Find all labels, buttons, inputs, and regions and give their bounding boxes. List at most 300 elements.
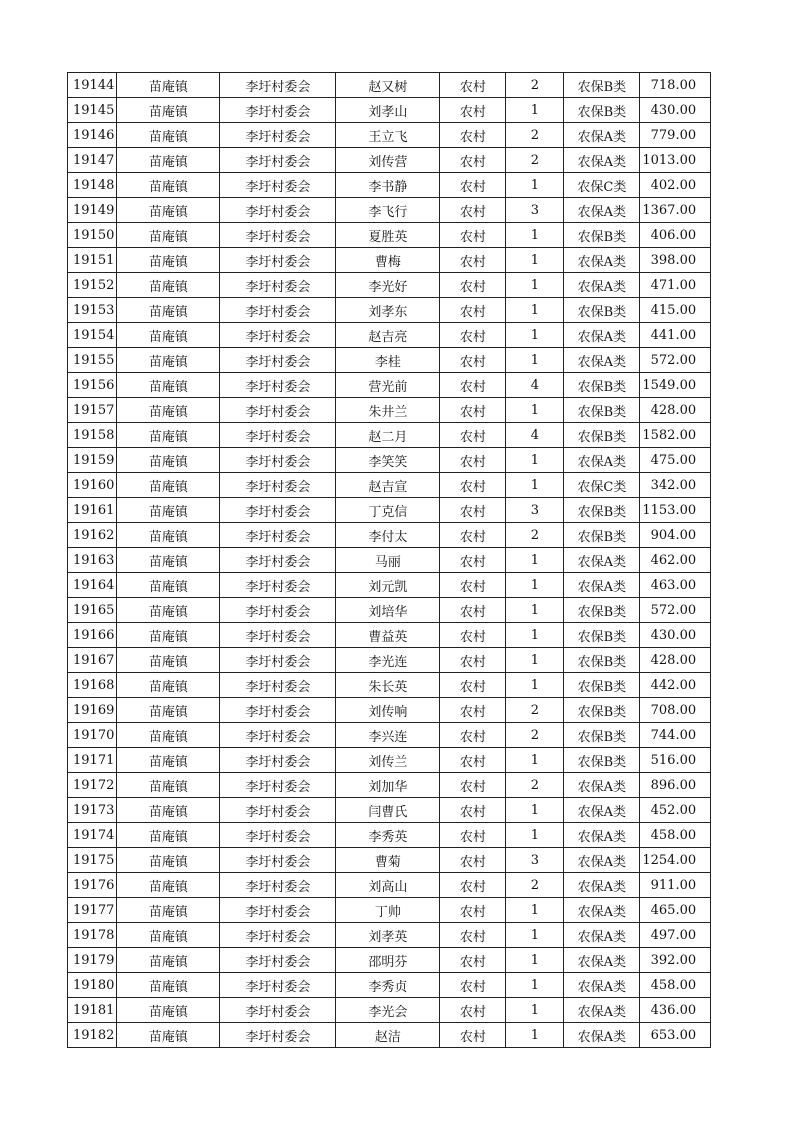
person-name-cell: 刘高山	[336, 873, 440, 898]
village-committee-cell: 李圩村委会	[220, 873, 336, 898]
record-id-cell: 19150	[68, 223, 117, 248]
area-type-cell: 农村	[440, 898, 506, 923]
town-cell: 苗庵镇	[117, 323, 220, 348]
household-size-cell: 1	[506, 923, 564, 948]
town-cell: 苗庵镇	[117, 623, 220, 648]
amount-cell: 896.00	[640, 773, 711, 798]
insurance-category-cell: 农保A类	[564, 148, 640, 173]
area-type-cell: 农村	[440, 98, 506, 123]
household-size-cell: 2	[506, 698, 564, 723]
insurance-category-cell: 农保B类	[564, 98, 640, 123]
record-id-cell: 19159	[68, 448, 117, 473]
record-id-cell: 19162	[68, 523, 117, 548]
amount-cell: 1367.00	[640, 198, 711, 223]
amount-cell: 458.00	[640, 823, 711, 848]
area-type-cell: 农村	[440, 548, 506, 573]
person-name-cell: 曹益英	[336, 623, 440, 648]
village-committee-cell: 李圩村委会	[220, 948, 336, 973]
village-committee-cell: 李圩村委会	[220, 298, 336, 323]
village-committee-cell: 李圩村委会	[220, 473, 336, 498]
record-id-cell: 19174	[68, 823, 117, 848]
person-name-cell: 赵吉亮	[336, 323, 440, 348]
town-cell: 苗庵镇	[117, 398, 220, 423]
town-cell: 苗庵镇	[117, 423, 220, 448]
town-cell: 苗庵镇	[117, 948, 220, 973]
amount-cell: 441.00	[640, 323, 711, 348]
household-size-cell: 1	[506, 398, 564, 423]
table-row	[68, 148, 711, 173]
area-type-cell: 农村	[440, 323, 506, 348]
record-id-cell: 19148	[68, 173, 117, 198]
town-cell: 苗庵镇	[117, 748, 220, 773]
insurance-category-cell: 农保A类	[564, 123, 640, 148]
person-name-cell: 朱长英	[336, 673, 440, 698]
amount-cell: 442.00	[640, 673, 711, 698]
table-row	[68, 823, 711, 848]
area-type-cell: 农村	[440, 348, 506, 373]
household-size-cell: 4	[506, 423, 564, 448]
person-name-cell: 丁克信	[336, 498, 440, 523]
household-size-cell: 1	[506, 223, 564, 248]
amount-cell: 462.00	[640, 548, 711, 573]
record-id-cell: 19168	[68, 673, 117, 698]
household-size-cell: 1	[506, 948, 564, 973]
village-committee-cell: 李圩村委会	[220, 648, 336, 673]
amount-cell: 1254.00	[640, 848, 711, 873]
table-row	[68, 873, 711, 898]
insurance-category-cell: 农保A类	[564, 848, 640, 873]
table-row	[68, 723, 711, 748]
area-type-cell: 农村	[440, 998, 506, 1023]
record-id-cell: 19175	[68, 848, 117, 873]
amount-cell: 572.00	[640, 348, 711, 373]
area-type-cell: 农村	[440, 223, 506, 248]
town-cell: 苗庵镇	[117, 348, 220, 373]
record-id-cell: 19144	[68, 73, 117, 98]
table-row	[68, 348, 711, 373]
table-row	[68, 898, 711, 923]
table-row	[68, 848, 711, 873]
amount-cell: 398.00	[640, 248, 711, 273]
insurance-category-cell: 农保A类	[564, 998, 640, 1023]
table-row	[68, 598, 711, 623]
town-cell: 苗庵镇	[117, 998, 220, 1023]
person-name-cell: 刘传兰	[336, 748, 440, 773]
amount-cell: 428.00	[640, 398, 711, 423]
insurance-category-cell: 农保A类	[564, 248, 640, 273]
town-cell: 苗庵镇	[117, 873, 220, 898]
person-name-cell: 赵二月	[336, 423, 440, 448]
insurance-category-cell: 农保A类	[564, 448, 640, 473]
person-name-cell: 李飞行	[336, 198, 440, 223]
table-row	[68, 323, 711, 348]
town-cell: 苗庵镇	[117, 923, 220, 948]
household-size-cell: 2	[506, 773, 564, 798]
village-committee-cell: 李圩村委会	[220, 623, 336, 648]
amount-cell: 708.00	[640, 698, 711, 723]
person-name-cell: 刘孝英	[336, 923, 440, 948]
record-id-cell: 19176	[68, 873, 117, 898]
area-type-cell: 农村	[440, 448, 506, 473]
area-type-cell: 农村	[440, 173, 506, 198]
village-committee-cell: 李圩村委会	[220, 498, 336, 523]
table-row	[68, 198, 711, 223]
insurance-category-cell: 农保A类	[564, 898, 640, 923]
area-type-cell: 农村	[440, 748, 506, 773]
table-row	[68, 248, 711, 273]
household-size-cell: 2	[506, 148, 564, 173]
area-type-cell: 农村	[440, 198, 506, 223]
household-size-cell: 1	[506, 798, 564, 823]
person-name-cell: 李桂	[336, 348, 440, 373]
insurance-category-cell: 农保B类	[564, 398, 640, 423]
household-size-cell: 1	[506, 973, 564, 998]
town-cell: 苗庵镇	[117, 473, 220, 498]
insurance-category-cell: 农保A类	[564, 973, 640, 998]
household-size-cell: 1	[506, 573, 564, 598]
table-row	[68, 923, 711, 948]
table-row	[68, 123, 711, 148]
household-size-cell: 1	[506, 748, 564, 773]
household-size-cell: 1	[506, 998, 564, 1023]
town-cell: 苗庵镇	[117, 73, 220, 98]
record-id-cell: 19170	[68, 723, 117, 748]
insurance-category-cell: 农保A类	[564, 923, 640, 948]
amount-cell: 458.00	[640, 973, 711, 998]
person-name-cell: 李秀贞	[336, 973, 440, 998]
insurance-category-cell: 农保B类	[564, 623, 640, 648]
amount-cell: 428.00	[640, 648, 711, 673]
record-id-cell: 19158	[68, 423, 117, 448]
village-committee-cell: 李圩村委会	[220, 98, 336, 123]
record-id-cell: 19146	[68, 123, 117, 148]
person-name-cell: 刘孝山	[336, 98, 440, 123]
town-cell: 苗庵镇	[117, 973, 220, 998]
area-type-cell: 农村	[440, 123, 506, 148]
record-id-cell: 19145	[68, 98, 117, 123]
area-type-cell: 农村	[440, 798, 506, 823]
household-size-cell: 2	[506, 723, 564, 748]
village-committee-cell: 李圩村委会	[220, 148, 336, 173]
village-committee-cell: 李圩村委会	[220, 173, 336, 198]
person-name-cell: 李秀英	[336, 823, 440, 848]
person-name-cell: 夏胜英	[336, 223, 440, 248]
amount-cell: 402.00	[640, 173, 711, 198]
town-cell: 苗庵镇	[117, 373, 220, 398]
town-cell: 苗庵镇	[117, 698, 220, 723]
household-size-cell: 1	[506, 323, 564, 348]
record-id-cell: 19172	[68, 773, 117, 798]
household-size-cell: 1	[506, 248, 564, 273]
town-cell: 苗庵镇	[117, 273, 220, 298]
amount-cell: 1153.00	[640, 498, 711, 523]
insurance-category-cell: 农保A类	[564, 773, 640, 798]
village-committee-cell: 李圩村委会	[220, 798, 336, 823]
table-row	[68, 223, 711, 248]
table-row	[68, 498, 711, 523]
amount-cell: 392.00	[640, 948, 711, 973]
table-row	[68, 448, 711, 473]
person-name-cell: 刘传响	[336, 698, 440, 723]
area-type-cell: 农村	[440, 823, 506, 848]
record-id-cell: 19149	[68, 198, 117, 223]
village-committee-cell: 李圩村委会	[220, 73, 336, 98]
table-row	[68, 773, 711, 798]
table-body	[68, 73, 711, 1048]
table-row	[68, 473, 711, 498]
insurance-category-cell: 农保A类	[564, 273, 640, 298]
town-cell: 苗庵镇	[117, 298, 220, 323]
town-cell: 苗庵镇	[117, 498, 220, 523]
amount-cell: 1013.00	[640, 148, 711, 173]
village-committee-cell: 李圩村委会	[220, 673, 336, 698]
amount-cell: 497.00	[640, 923, 711, 948]
person-name-cell: 李光连	[336, 648, 440, 673]
table-row	[68, 398, 711, 423]
table-row	[68, 998, 711, 1023]
record-id-cell: 19180	[68, 973, 117, 998]
town-cell: 苗庵镇	[117, 648, 220, 673]
person-name-cell: 邵明芬	[336, 948, 440, 973]
record-id-cell: 19161	[68, 498, 117, 523]
amount-cell: 572.00	[640, 598, 711, 623]
amount-cell: 436.00	[640, 998, 711, 1023]
person-name-cell: 闫曹氏	[336, 798, 440, 823]
town-cell: 苗庵镇	[117, 548, 220, 573]
area-type-cell: 农村	[440, 423, 506, 448]
town-cell: 苗庵镇	[117, 723, 220, 748]
record-id-cell: 19160	[68, 473, 117, 498]
household-size-cell: 1	[506, 1023, 564, 1048]
person-name-cell: 刘元凯	[336, 573, 440, 598]
table-row	[68, 73, 711, 98]
area-type-cell: 农村	[440, 73, 506, 98]
amount-cell: 406.00	[640, 223, 711, 248]
insurance-category-cell: 农保B类	[564, 698, 640, 723]
town-cell: 苗庵镇	[117, 598, 220, 623]
town-cell: 苗庵镇	[117, 573, 220, 598]
village-committee-cell: 李圩村委会	[220, 373, 336, 398]
household-size-cell: 1	[506, 348, 564, 373]
amount-cell: 1549.00	[640, 373, 711, 398]
table-row	[68, 173, 711, 198]
insurance-category-cell: 农保B类	[564, 748, 640, 773]
record-id-cell: 19147	[68, 148, 117, 173]
area-type-cell: 农村	[440, 648, 506, 673]
record-id-cell: 19171	[68, 748, 117, 773]
town-cell: 苗庵镇	[117, 773, 220, 798]
record-id-cell: 19155	[68, 348, 117, 373]
amount-cell: 471.00	[640, 273, 711, 298]
area-type-cell: 农村	[440, 873, 506, 898]
amount-cell: 415.00	[640, 298, 711, 323]
person-name-cell: 李笑笑	[336, 448, 440, 473]
person-name-cell: 刘培华	[336, 598, 440, 623]
insurance-category-cell: 农保A类	[564, 348, 640, 373]
village-committee-cell: 李圩村委会	[220, 323, 336, 348]
record-id-cell: 19178	[68, 923, 117, 948]
table-row	[68, 623, 711, 648]
area-type-cell: 农村	[440, 248, 506, 273]
town-cell: 苗庵镇	[117, 248, 220, 273]
household-size-cell: 1	[506, 298, 564, 323]
area-type-cell: 农村	[440, 498, 506, 523]
table-row	[68, 298, 711, 323]
town-cell: 苗庵镇	[117, 523, 220, 548]
table-row	[68, 698, 711, 723]
town-cell: 苗庵镇	[117, 198, 220, 223]
record-id-cell: 19179	[68, 948, 117, 973]
village-committee-cell: 李圩村委会	[220, 248, 336, 273]
amount-cell: 1582.00	[640, 423, 711, 448]
area-type-cell: 农村	[440, 973, 506, 998]
area-type-cell: 农村	[440, 723, 506, 748]
amount-cell: 911.00	[640, 873, 711, 898]
village-committee-cell: 李圩村委会	[220, 1023, 336, 1048]
household-size-cell: 1	[506, 823, 564, 848]
area-type-cell: 农村	[440, 848, 506, 873]
village-committee-cell: 李圩村委会	[220, 773, 336, 798]
record-id-cell: 19151	[68, 248, 117, 273]
record-id-cell: 19173	[68, 798, 117, 823]
insurance-category-cell: 农保A类	[564, 573, 640, 598]
record-id-cell: 19181	[68, 998, 117, 1023]
area-type-cell: 农村	[440, 698, 506, 723]
insurance-category-cell: 农保A类	[564, 1023, 640, 1048]
table-row	[68, 973, 711, 998]
town-cell: 苗庵镇	[117, 123, 220, 148]
insurance-category-cell: 农保C类	[564, 173, 640, 198]
village-committee-cell: 李圩村委会	[220, 223, 336, 248]
area-type-cell: 农村	[440, 623, 506, 648]
village-committee-cell: 李圩村委会	[220, 523, 336, 548]
insurance-category-cell: 农保A类	[564, 948, 640, 973]
insurance-category-cell: 农保B类	[564, 498, 640, 523]
person-name-cell: 刘加华	[336, 773, 440, 798]
village-committee-cell: 李圩村委会	[220, 348, 336, 373]
table-row	[68, 98, 711, 123]
household-size-cell: 2	[506, 523, 564, 548]
table-row	[68, 948, 711, 973]
amount-cell: 653.00	[640, 1023, 711, 1048]
household-size-cell: 3	[506, 198, 564, 223]
household-size-cell: 2	[506, 73, 564, 98]
table-row	[68, 798, 711, 823]
record-id-cell: 19166	[68, 623, 117, 648]
person-name-cell: 曹菊	[336, 848, 440, 873]
amount-cell: 430.00	[640, 98, 711, 123]
person-name-cell: 李光会	[336, 998, 440, 1023]
record-id-cell: 19163	[68, 548, 117, 573]
person-name-cell: 刘传营	[336, 148, 440, 173]
area-type-cell: 农村	[440, 398, 506, 423]
insurance-category-cell: 农保B类	[564, 723, 640, 748]
table-row	[68, 423, 711, 448]
area-type-cell: 农村	[440, 273, 506, 298]
household-size-cell: 2	[506, 123, 564, 148]
village-committee-cell: 李圩村委会	[220, 448, 336, 473]
record-id-cell: 19182	[68, 1023, 117, 1048]
household-size-cell: 3	[506, 498, 564, 523]
area-type-cell: 农村	[440, 773, 506, 798]
table-row	[68, 648, 711, 673]
area-type-cell: 农村	[440, 523, 506, 548]
insurance-category-cell: 农保A类	[564, 548, 640, 573]
town-cell: 苗庵镇	[117, 1023, 220, 1048]
town-cell: 苗庵镇	[117, 898, 220, 923]
insurance-category-cell: 农保B类	[564, 373, 640, 398]
record-id-cell: 19153	[68, 298, 117, 323]
village-committee-cell: 李圩村委会	[220, 848, 336, 873]
household-size-cell: 1	[506, 623, 564, 648]
village-committee-cell: 李圩村委会	[220, 723, 336, 748]
amount-cell: 452.00	[640, 798, 711, 823]
amount-cell: 744.00	[640, 723, 711, 748]
town-cell: 苗庵镇	[117, 798, 220, 823]
insurance-category-cell: 农保A类	[564, 823, 640, 848]
village-committee-cell: 李圩村委会	[220, 598, 336, 623]
record-id-cell: 19157	[68, 398, 117, 423]
insurance-category-cell: 农保A类	[564, 873, 640, 898]
record-id-cell: 19164	[68, 573, 117, 598]
amount-cell: 342.00	[640, 473, 711, 498]
town-cell: 苗庵镇	[117, 148, 220, 173]
area-type-cell: 农村	[440, 298, 506, 323]
person-name-cell: 曹梅	[336, 248, 440, 273]
table-row	[68, 573, 711, 598]
table-row	[68, 273, 711, 298]
amount-cell: 718.00	[640, 73, 711, 98]
table-row	[68, 548, 711, 573]
table-row	[68, 523, 711, 548]
village-committee-cell: 李圩村委会	[220, 923, 336, 948]
village-committee-cell: 李圩村委会	[220, 123, 336, 148]
village-committee-cell: 李圩村委会	[220, 198, 336, 223]
town-cell: 苗庵镇	[117, 848, 220, 873]
area-type-cell: 农村	[440, 598, 506, 623]
amount-cell: 465.00	[640, 898, 711, 923]
person-name-cell: 营光前	[336, 373, 440, 398]
amount-cell: 779.00	[640, 123, 711, 148]
town-cell: 苗庵镇	[117, 448, 220, 473]
person-name-cell: 马丽	[336, 548, 440, 573]
person-name-cell: 李兴连	[336, 723, 440, 748]
table-row	[68, 373, 711, 398]
area-type-cell: 农村	[440, 373, 506, 398]
insurance-category-cell: 农保B类	[564, 423, 640, 448]
town-cell: 苗庵镇	[117, 223, 220, 248]
record-id-cell: 19154	[68, 323, 117, 348]
household-size-cell: 4	[506, 373, 564, 398]
table-row	[68, 673, 711, 698]
insurance-category-cell: 农保B类	[564, 298, 640, 323]
household-size-cell: 1	[506, 598, 564, 623]
household-size-cell: 1	[506, 173, 564, 198]
record-id-cell: 19169	[68, 698, 117, 723]
person-name-cell: 李书静	[336, 173, 440, 198]
household-size-cell: 1	[506, 273, 564, 298]
insurance-category-cell: 农保B类	[564, 73, 640, 98]
household-size-cell: 3	[506, 848, 564, 873]
household-size-cell: 1	[506, 473, 564, 498]
area-type-cell: 农村	[440, 923, 506, 948]
person-name-cell: 王立飞	[336, 123, 440, 148]
household-size-cell: 1	[506, 648, 564, 673]
person-name-cell: 刘孝东	[336, 298, 440, 323]
insurance-category-cell: 农保A类	[564, 323, 640, 348]
table-row	[68, 748, 711, 773]
subsidy-table	[67, 72, 711, 1048]
